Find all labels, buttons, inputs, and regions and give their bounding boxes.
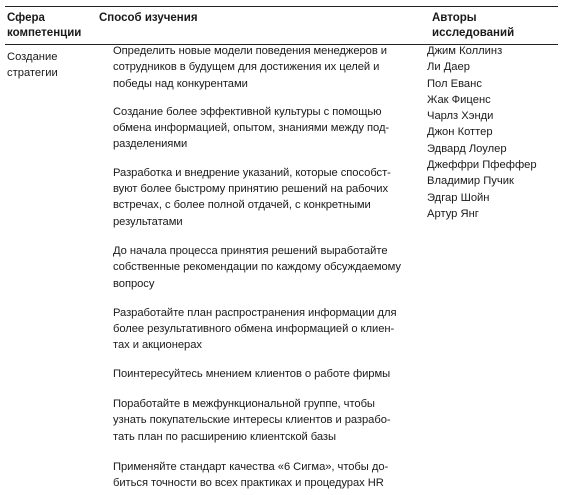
method-line: Разработайте план распространения информации для [113, 306, 397, 319]
method-line: Поинтересуйтесь мнением клиентов о работе фирмы [113, 367, 391, 380]
method-line: тать план по расширению клиентской базы [113, 430, 337, 443]
author-name: Владимир Пучик [427, 175, 514, 188]
method-item [113, 396, 413, 445]
method-line: узнать покупательские интересы клиентов и разрабо- [113, 414, 391, 427]
method-line: встречах, с более полной отдачей, с конкретными [113, 199, 371, 212]
method-line: тах и акционерах [113, 339, 202, 352]
method-line: сотрудников в будущем для достижения их целей и [113, 61, 380, 74]
method-line: более результативного обмена информацией о клиен- [113, 323, 395, 336]
author-name: Эдвард Лоулер [427, 142, 507, 155]
method-line: вопросу [113, 277, 155, 290]
header-authors [432, 11, 557, 40]
author-name: Чарлз Хэнди [427, 110, 494, 123]
method-line: биться точности во всех практиках и процедурах HR [113, 477, 384, 490]
author-name: Джеффри Пфеффер [427, 159, 537, 172]
method-line: вуют более быстрому принятию решений на рабочих [113, 183, 388, 196]
author-name: Жак Фиценс [427, 93, 491, 106]
method-item [113, 43, 413, 92]
method-line: собственные рекомендации по каждому обсуждаемому [113, 261, 401, 274]
method-item [113, 104, 413, 153]
method-item [113, 459, 413, 492]
method-line: победы над конкурентами [113, 77, 248, 90]
author-name: Пол Еванс [427, 77, 482, 90]
author-name: Джим Коллинз [427, 45, 503, 57]
sphere-line2: стратегии [7, 67, 58, 80]
author-name: Эдгар Шойн [427, 191, 490, 204]
method-line: Определить новые модели поведения менеджеров и [113, 45, 387, 57]
header-authors-line2: исследований [432, 26, 515, 39]
author-name: Ли Даер [427, 61, 470, 74]
table-top-rule [5, 6, 558, 7]
method-line: Создание более эффективной культуры с помощью [113, 105, 382, 118]
method-item [113, 305, 413, 354]
method-line: До начала процесса принятия решений выработайте [113, 244, 388, 257]
author-name: Артур Янг [427, 207, 479, 220]
header-sphere [7, 11, 97, 40]
header-authors-line1: Авторы [432, 12, 477, 24]
method-item [113, 165, 413, 230]
sphere-line1: Создание [7, 51, 58, 63]
authors-list [427, 43, 552, 222]
method-line: обмена информацией, опытом, знаниями между под- [113, 122, 390, 135]
header-sphere-line1: Сфера [7, 12, 45, 24]
method-item [113, 366, 413, 382]
method-line: результатами [113, 215, 183, 228]
header-method: Способ изучения [99, 12, 198, 24]
method-line: разделениями [113, 138, 188, 151]
method-item [113, 243, 413, 292]
method-line: Поработайте в межфункциональной группе, чтобы [113, 398, 375, 411]
sphere-cell [7, 49, 97, 82]
method-line: Разработка и внедрение указаний, которые способст- [113, 166, 391, 179]
methods-list [113, 43, 413, 492]
method-line: Применяйте стандарт качества «6 Сигма», чтобы до- [113, 460, 389, 473]
header-sphere-line2: компетенции [7, 26, 82, 39]
author-name: Джон Коттер [427, 126, 493, 139]
